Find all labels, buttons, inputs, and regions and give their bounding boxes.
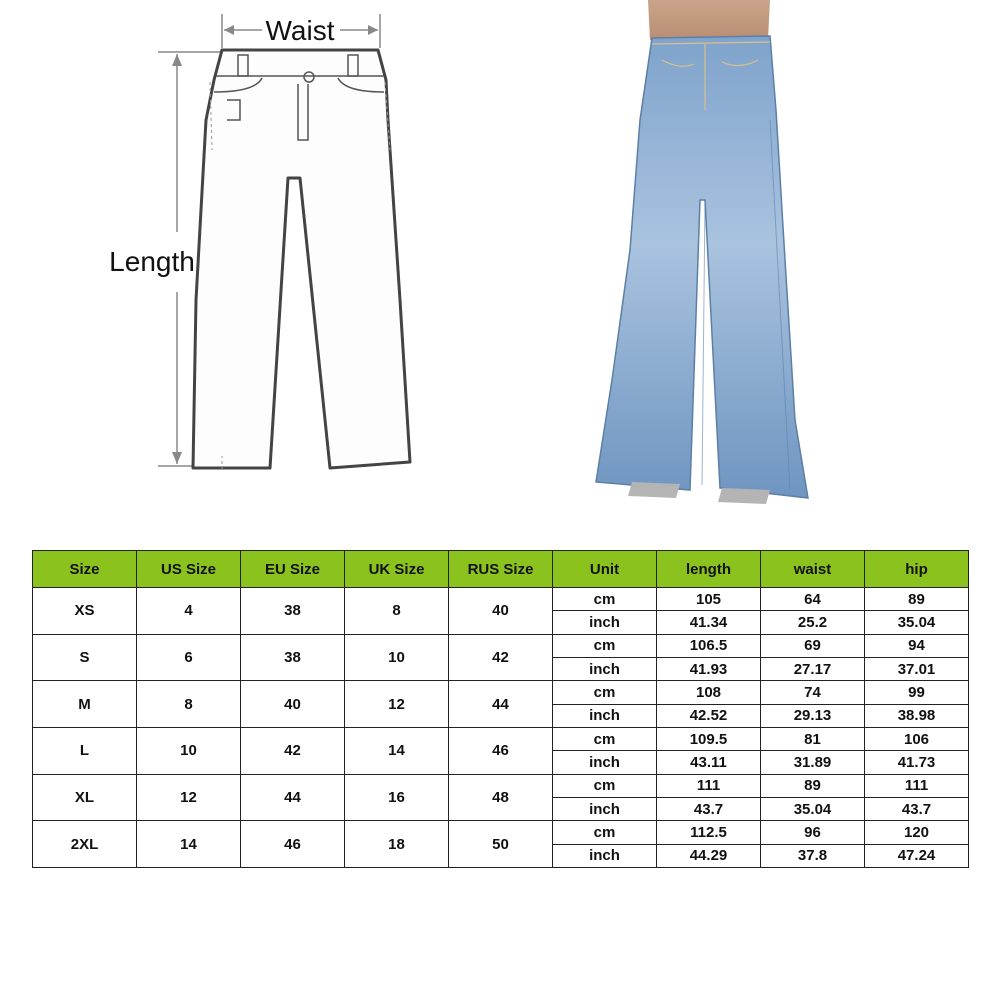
eu-size-cell: 42 xyxy=(241,727,345,774)
unit-cell: inch xyxy=(553,797,657,820)
size-cell: S xyxy=(33,634,137,681)
length-cell: 109.5 xyxy=(657,727,761,750)
table-row xyxy=(33,821,969,844)
us-size-cell: 14 xyxy=(137,821,241,868)
waist-cell: 25.2 xyxy=(761,611,865,634)
uk-size-cell: 14 xyxy=(345,727,449,774)
size-cell: XS xyxy=(33,588,137,635)
waist-cell: 74 xyxy=(761,681,865,704)
column-header: RUS Size xyxy=(449,551,553,588)
unit-cell: inch xyxy=(553,611,657,634)
waist-cell: 69 xyxy=(761,634,865,657)
length-cell: 112.5 xyxy=(657,821,761,844)
us-size-cell: 10 xyxy=(137,727,241,774)
size-cell: M xyxy=(33,681,137,728)
waist-cell: 35.04 xyxy=(761,797,865,820)
hip-cell: 120 xyxy=(865,821,969,844)
length-cell: 43.11 xyxy=(657,751,761,774)
unit-cell: cm xyxy=(553,634,657,657)
waist-cell: 89 xyxy=(761,774,865,797)
hip-cell: 43.7 xyxy=(865,797,969,820)
eu-size-cell: 40 xyxy=(241,681,345,728)
jeans-shape xyxy=(596,36,808,498)
eu-size-cell: 46 xyxy=(241,821,345,868)
column-header: hip xyxy=(865,551,969,588)
waist-cell: 27.17 xyxy=(761,657,865,680)
model-jeans-photo xyxy=(590,0,820,510)
hip-cell: 47.24 xyxy=(865,844,969,867)
waist-cell: 81 xyxy=(761,727,865,750)
table-row xyxy=(33,634,969,657)
length-cell: 41.93 xyxy=(657,657,761,680)
hip-cell: 35.04 xyxy=(865,611,969,634)
model-torso xyxy=(648,0,770,40)
length-cell: 108 xyxy=(657,681,761,704)
waist-cell: 31.89 xyxy=(761,751,865,774)
length-cell: 41.34 xyxy=(657,611,761,634)
unit-cell: cm xyxy=(553,774,657,797)
column-header: Size xyxy=(33,551,137,588)
us-size-cell: 12 xyxy=(137,774,241,821)
waist-cell: 37.8 xyxy=(761,844,865,867)
pants-measurement-diagram xyxy=(90,0,430,490)
unit-cell: cm xyxy=(553,821,657,844)
waist-cell: 96 xyxy=(761,821,865,844)
table-row xyxy=(33,681,969,704)
waist-cell: 29.13 xyxy=(761,704,865,727)
table-row xyxy=(33,588,969,611)
unit-cell: inch xyxy=(553,844,657,867)
unit-cell: cm xyxy=(553,588,657,611)
us-size-cell: 4 xyxy=(137,588,241,635)
waist-cell: 64 xyxy=(761,588,865,611)
length-cell: 111 xyxy=(657,774,761,797)
unit-cell: inch xyxy=(553,704,657,727)
unit-cell: cm xyxy=(553,681,657,704)
size-cell: L xyxy=(33,727,137,774)
rus-size-cell: 42 xyxy=(449,634,553,681)
rus-size-cell: 48 xyxy=(449,774,553,821)
table-header-row xyxy=(33,551,969,588)
uk-size-cell: 12 xyxy=(345,681,449,728)
column-header: UK Size xyxy=(345,551,449,588)
eu-size-cell: 38 xyxy=(241,588,345,635)
us-size-cell: 8 xyxy=(137,681,241,728)
size-cell: XL xyxy=(33,774,137,821)
hip-cell: 37.01 xyxy=(865,657,969,680)
eu-size-cell: 44 xyxy=(241,774,345,821)
length-cell: 42.52 xyxy=(657,704,761,727)
column-header: length xyxy=(657,551,761,588)
length-label: Length xyxy=(109,246,195,277)
rus-size-cell: 40 xyxy=(449,588,553,635)
hip-cell: 111 xyxy=(865,774,969,797)
column-header: EU Size xyxy=(241,551,345,588)
hip-cell: 38.98 xyxy=(865,704,969,727)
unit-cell: inch xyxy=(553,657,657,680)
length-cell: 43.7 xyxy=(657,797,761,820)
table-row xyxy=(33,727,969,750)
uk-size-cell: 10 xyxy=(345,634,449,681)
hip-cell: 106 xyxy=(865,727,969,750)
uk-size-cell: 8 xyxy=(345,588,449,635)
rus-size-cell: 50 xyxy=(449,821,553,868)
shoe-right xyxy=(718,488,770,504)
column-header: waist xyxy=(761,551,865,588)
table-row xyxy=(33,774,969,797)
length-cell: 106.5 xyxy=(657,634,761,657)
size-cell: 2XL xyxy=(33,821,137,868)
pants-outline xyxy=(193,50,410,468)
length-cell: 44.29 xyxy=(657,844,761,867)
hip-cell: 89 xyxy=(865,588,969,611)
length-cell: 105 xyxy=(657,588,761,611)
hip-cell: 99 xyxy=(865,681,969,704)
eu-size-cell: 38 xyxy=(241,634,345,681)
uk-size-cell: 18 xyxy=(345,821,449,868)
unit-cell: inch xyxy=(553,751,657,774)
uk-size-cell: 16 xyxy=(345,774,449,821)
rus-size-cell: 44 xyxy=(449,681,553,728)
unit-cell: cm xyxy=(553,727,657,750)
waist-label: Waist xyxy=(265,15,335,46)
size-chart-table xyxy=(32,550,969,868)
shoe-left xyxy=(628,482,680,498)
column-header: Unit xyxy=(553,551,657,588)
column-header: US Size xyxy=(137,551,241,588)
hip-cell: 41.73 xyxy=(865,751,969,774)
hip-cell: 94 xyxy=(865,634,969,657)
us-size-cell: 6 xyxy=(137,634,241,681)
rus-size-cell: 46 xyxy=(449,727,553,774)
